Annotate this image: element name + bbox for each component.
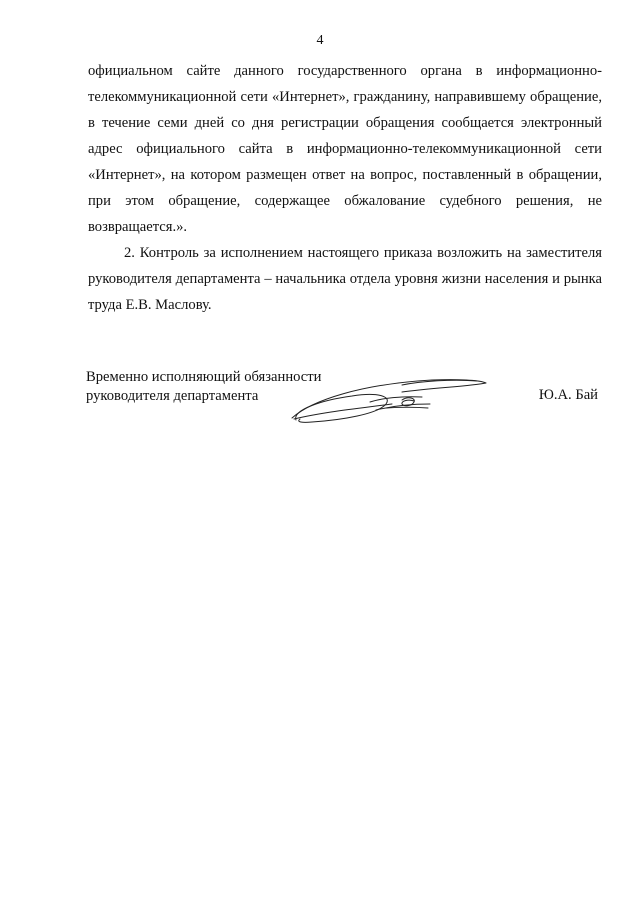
signatory-name: Ю.А. Бай <box>538 387 598 403</box>
signatory-position-line-2: руководителя департамента <box>86 388 259 404</box>
document-body <box>88 58 602 318</box>
handwritten-signature <box>282 370 492 428</box>
paragraph-continuation: официальном сайте данного государственного органа в информационно-телекоммуникационной сети «Интернет», гражданину, направившему обращение, в течение семи дней со дня регистрации обращения сообщается электронный адрес официального сайта в информационно-телекоммуникационной сети «Интернет», на котором размещен ответ на вопрос, поставленный в обращении, при этом обращение, содержащее обжалование судебного решения, не возвращается.». <box>88 63 602 235</box>
page-number: 4 <box>316 33 324 48</box>
paragraph-item-2: 2. Контроль за исполнением настоящего приказа возложить на заместителя руководителя департамента – начальника отдела уровня жизни населения и рынка труда Е.В. Маслову. <box>88 245 602 313</box>
signatory-position-line-1: Временно исполняющий обязанности <box>86 369 322 385</box>
